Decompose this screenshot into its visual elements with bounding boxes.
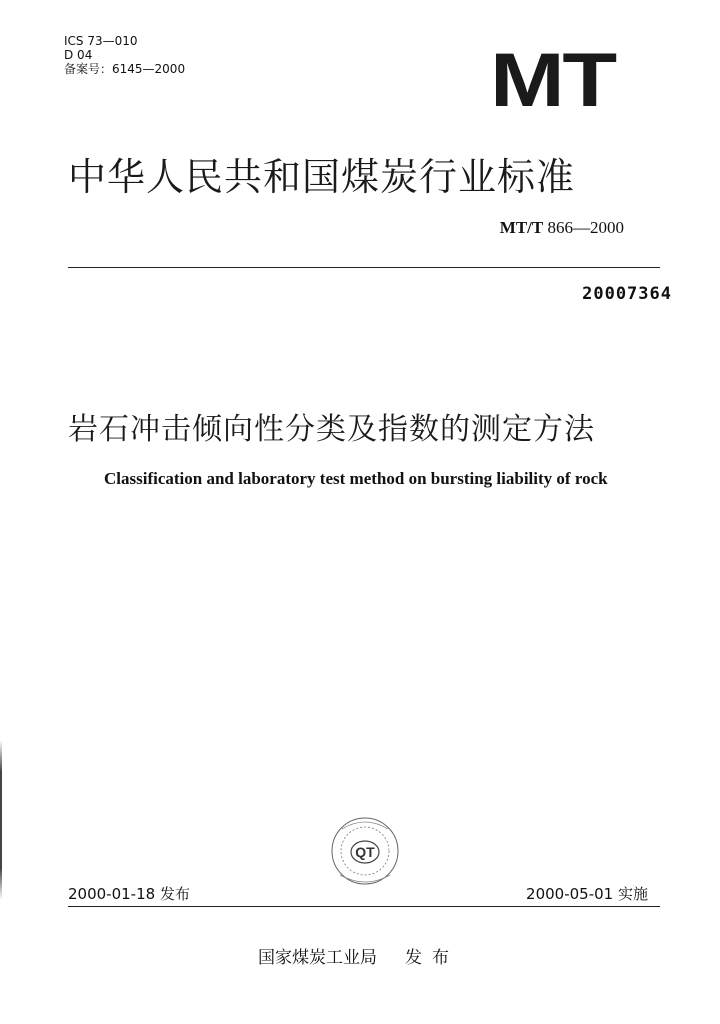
registration-number: 20007364 bbox=[582, 284, 672, 304]
stamp-center-text: QT bbox=[355, 844, 375, 860]
circular-seal-stamp bbox=[320, 815, 410, 887]
scan-edge-mark bbox=[0, 740, 2, 900]
standard-number-value: 866—2000 bbox=[547, 218, 624, 237]
standard-category: 中华人民共和国煤炭行业标准 bbox=[68, 155, 576, 199]
standard-number bbox=[500, 218, 624, 238]
publisher-name: 国家煤炭工业局 bbox=[258, 948, 377, 968]
title-english: Classification and laboratory test method on bursting liability of rock bbox=[104, 469, 608, 488]
implementation-date: 2000-05-01 实施 bbox=[526, 885, 648, 903]
standard-code: MT/T bbox=[499, 218, 544, 237]
class-code: D 04 bbox=[64, 48, 93, 62]
publisher-action: 发布 bbox=[405, 948, 459, 968]
top-divider bbox=[68, 267, 660, 268]
issue-date: 2000-01-18 发布 bbox=[68, 885, 190, 903]
filing-number: 备案号：6145—2000 bbox=[64, 62, 186, 76]
title-chinese: 岩石冲击倾向性分类及指数的测定方法 bbox=[68, 412, 595, 447]
ics-code: ICS 73—010 bbox=[64, 34, 138, 48]
bottom-divider bbox=[68, 906, 660, 907]
classification-block bbox=[64, 34, 185, 76]
mt-logo: MT bbox=[490, 38, 615, 123]
publisher-line bbox=[258, 943, 459, 968]
